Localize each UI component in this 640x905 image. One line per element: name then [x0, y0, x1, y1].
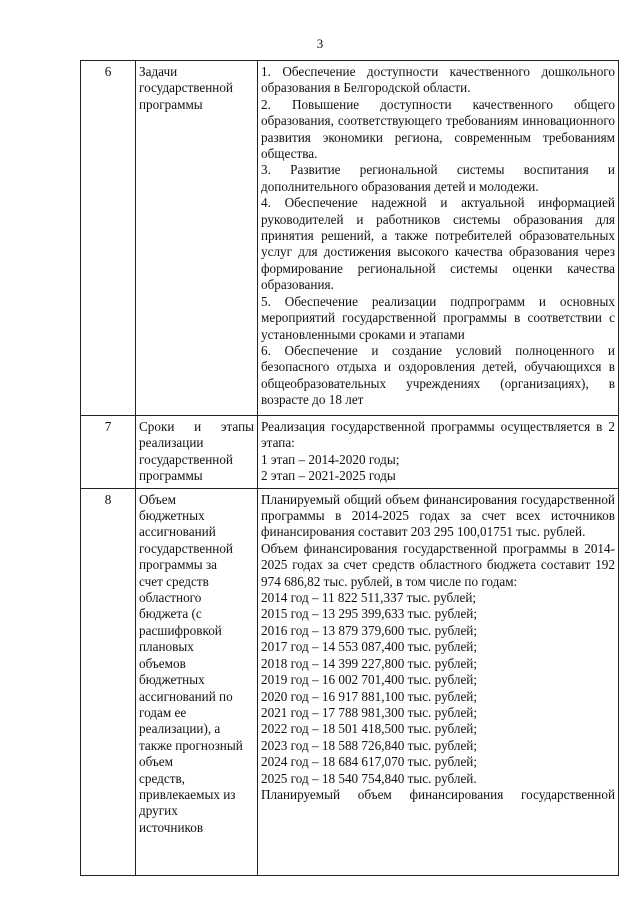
row-name-line: Задачи [139, 64, 178, 79]
year-line: 2021 год – 17 788 981,300 тыс. рублей; [261, 704, 478, 720]
row-name-line: расшифровкой [139, 622, 222, 638]
content-paragraph: Объем финансирования государственной программы в 2014-2025 годах за счет средств областного бюджета составит 192 974 686,82 тыс. рублей, в том числе по годам: [261, 540, 615, 589]
row-name-line: областного [139, 590, 202, 606]
page-number: 3 [316, 36, 324, 51]
row-content [258, 488, 619, 875]
year-line: 2019 год – 16 002 701,400 тыс. рублей; [261, 672, 478, 688]
content-paragraph: Планируемый общий объем финансирования государственной программы в 2014-2025 годах за счет всех источников финансирования составит 203 295 100,01751 тыс. рублей. [261, 491, 615, 540]
passport-table [80, 60, 619, 876]
row-name-line: источников [139, 819, 204, 835]
row-name-line: ассигнований [139, 524, 216, 540]
row-name-line: счет средств [139, 573, 209, 589]
row-name-line: бюджетных [139, 508, 205, 524]
content-paragraph: 4. Обеспечение надежной и актуальной информацией руководителей и работников системы образования для принятия решений, а также потребителей образовательных услуг для достижения высокого качества образования через формирование региональной системы оценки качества образования. [261, 195, 615, 293]
table-row-7 [81, 416, 619, 489]
table-row-6 [81, 61, 619, 416]
row-name-line: реализации [139, 435, 204, 451]
year-line: 2024 год – 18 684 617,070 тыс. рублей; [261, 754, 478, 770]
row-name-line: программы [139, 468, 203, 484]
year-line: 2014 год – 11 822 511,337 тыс. рублей; [261, 590, 477, 606]
content-paragraph: 5. Обеспечение реализации подпрограмм и основных мероприятий государственной программы в соответствии с установленными сроками и этапами [261, 293, 615, 342]
row-name-line: объем [139, 754, 173, 770]
year-line: 2025 год – 18 540 754,840 тыс. рублей. [261, 770, 477, 786]
content-paragraph: 3. Развитие региональной системы воспитания и дополнительного образования детей и молодежи. [261, 162, 615, 194]
row-number: 6 [81, 61, 136, 416]
year-line: 2016 год – 13 879 379,600 тыс. рублей; [261, 622, 478, 638]
row-name-line: государственной [139, 540, 233, 556]
row-name-line: бюджетных [139, 672, 205, 688]
year-line: 2020 год – 16 917 881,100 тыс. рублей; [261, 688, 478, 704]
row-name-line: государственной [139, 451, 233, 467]
year-line: 2023 год – 18 588 726,840 тыс. рублей; [261, 737, 478, 753]
row-name-line: также прогнозный [139, 737, 243, 753]
row-name-line: Сроки и этапы [139, 419, 254, 434]
row-name [136, 488, 258, 875]
content-paragraph: 1. Обеспечение доступности качественного дошкольного образования в Белгородской области. [261, 64, 615, 96]
content-paragraph: 2. Повышение доступности качественного общего образования, соответствующего требованиям инновационного развития экономики региона, современным требованиям общества. [261, 96, 615, 162]
table-row-8 [81, 488, 619, 875]
row-name-line: ассигнований по [139, 688, 233, 704]
content-paragraph: 2 этап – 2021-2025 годы [261, 468, 396, 484]
row-name-line: Объем [139, 491, 176, 507]
row-name-line: объемов [139, 655, 186, 671]
content-paragraph: 6. Обеспечение и создание условий полноценного и безопасного отдыха и оздоровления детей, обучающихся в общеобразовательных учреждениях (организациях), в возрасте до 18 лет [261, 342, 615, 408]
row-name-line: бюджета (с [139, 606, 202, 622]
content-paragraph: 1 этап – 2014-2020 годы; [261, 451, 400, 467]
row-name [136, 61, 258, 416]
row-content [258, 416, 619, 489]
year-line: 2017 год – 14 553 087,400 тыс. рублей; [261, 639, 478, 655]
row-name-line: годам ее [139, 704, 187, 720]
year-line: 2015 год – 13 295 399,633 тыс. рублей; [261, 606, 478, 622]
row-name-line: реализации), а [139, 721, 221, 737]
row-name [136, 416, 258, 489]
row-name-line: государственной [139, 80, 233, 96]
row-name-line: программы за [139, 557, 218, 573]
content-paragraph: Планируемый объем финансирования государственной [261, 786, 615, 802]
row-name-line: программы [139, 96, 203, 112]
row-content [258, 61, 619, 416]
row-name-line: средств, [139, 770, 185, 786]
row-name-line: других [139, 803, 178, 819]
row-number: 7 [81, 416, 136, 489]
row-name-line: привлекаемых из [139, 786, 236, 802]
content-paragraph: Реализация государственной программы осуществляется в 2 этапа: [261, 419, 615, 451]
year-line: 2022 год – 18 501 418,500 тыс. рублей; [261, 721, 478, 737]
year-line: 2018 год – 14 399 227,800 тыс. рублей; [261, 655, 478, 671]
row-number: 8 [81, 488, 136, 875]
row-name-line: плановых [139, 639, 194, 655]
